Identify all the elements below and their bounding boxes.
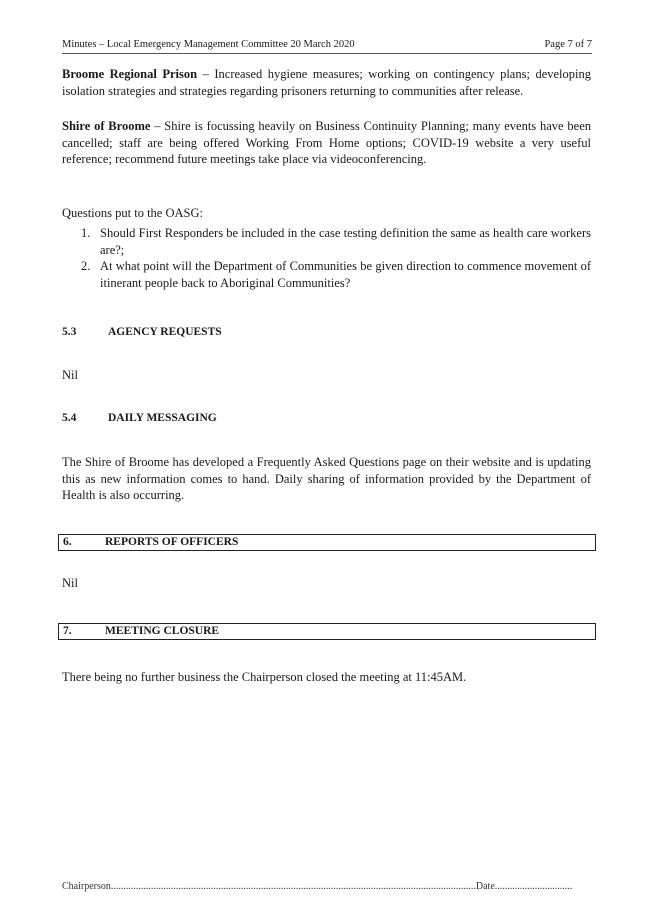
list-item-number: 2. [81,259,91,273]
page-number: Page 7 of 7 [544,39,592,50]
section-number: 6. [63,536,72,548]
shire-text: – Shire is focussing heavily on Business Continuity Planning; many events have been cancelled; staff are being offered Working From Home options; COVID-19 website a very useful reference; recommend future meetings take place via videoconferencing. [62,119,591,166]
chairperson-label: Chairperson [62,881,111,892]
signature-line [62,881,592,892]
shire-update [62,118,591,168]
prison-label: Broome Regional Prison [62,67,198,81]
section-heading-5-3 [62,326,222,338]
section-7-body: There being no further business the Chairperson closed the meeting at 11:45AM. [62,670,467,684]
section-6-body: Nil [62,576,78,590]
section-5-3-body: Nil [62,368,78,382]
section-title: AGENCY REQUESTS [108,326,222,338]
prison-text: – Increased hygiene measures; working on contingency plans; developing isolation strategies and strategies regarding prisoners returning to communities after release. [62,67,591,98]
section-title: DAILY MESSAGING [108,412,217,424]
section-title: MEETING CLOSURE [105,625,220,637]
prison-update [62,66,591,99]
section-heading-7 [58,623,596,640]
date-dots: ............................... [494,881,573,892]
list-item [62,258,591,291]
list-item [62,225,591,258]
list-item-text: Should First Responders be included in the case testing definition the same as health care workers are?; [100,226,591,257]
section-number: 5.3 [62,326,77,338]
section-heading-5-4 [62,412,217,424]
chairperson-dots: .................................................................................................................................................. [110,881,476,892]
list-item-number: 1. [81,226,91,240]
list-item-text: At what point will the Department of Communities be given direction to commence movement of itinerant people back to Aboriginal Communities? [100,259,591,290]
section-heading-6 [58,534,596,551]
page-header [62,39,592,54]
shire-label: Shire of Broome [62,119,151,133]
section-5-4-body: The Shire of Broome has developed a Frequently Asked Questions page on their website and is updating this as new information comes to hand. Daily sharing of information provided by the Department of Health is also occurring. [62,455,591,502]
section-number: 7. [63,625,72,637]
header-title: Minutes – Local Emergency Management Committee 20 March 2020 [62,39,355,50]
questions-list [62,225,591,291]
date-label: Date [475,881,495,892]
section-number: 5.4 [62,412,77,424]
section-title: REPORTS OF OFFICERS [105,536,239,548]
questions-intro: Questions put to the OASG: [62,206,203,220]
